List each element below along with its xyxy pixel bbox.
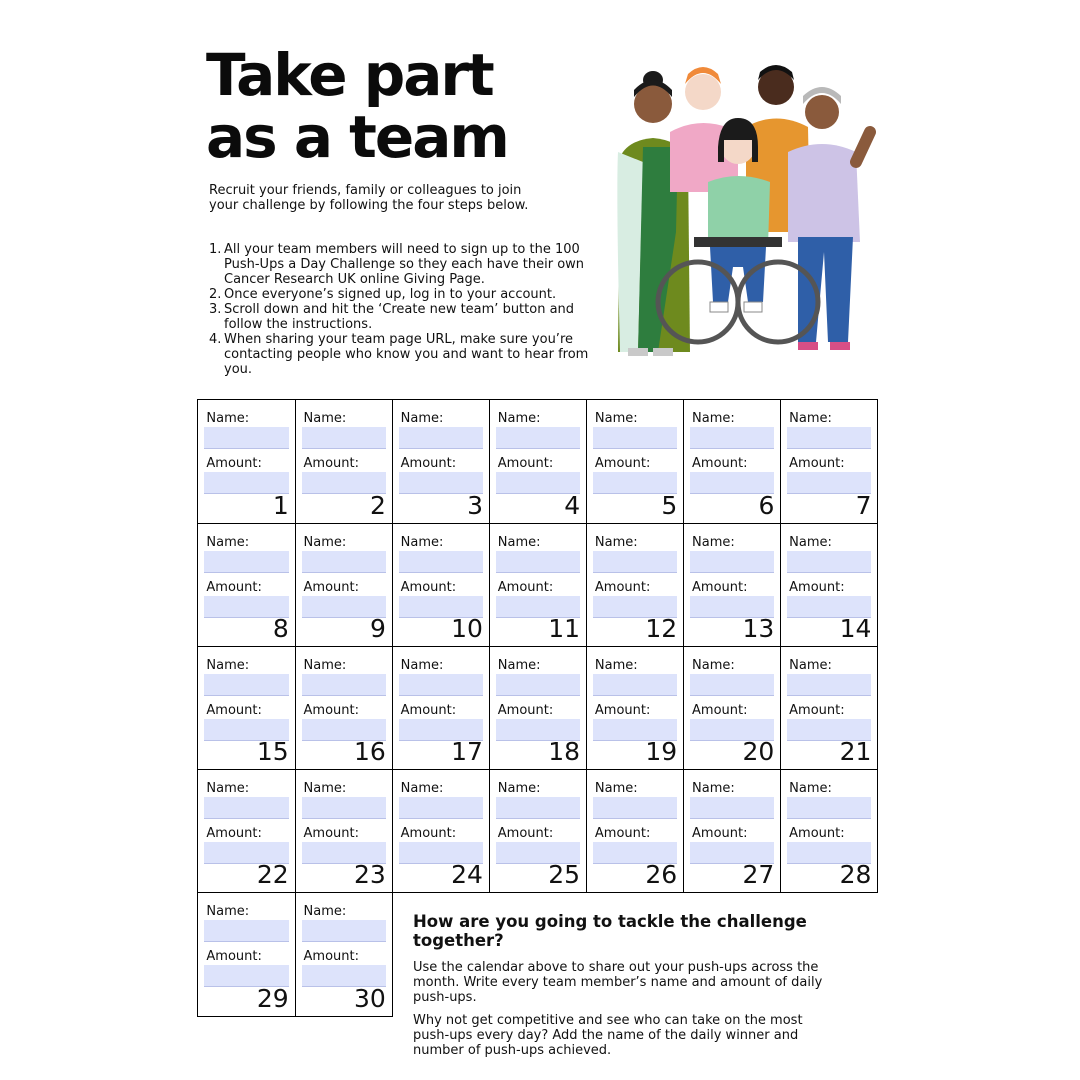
amount-label: Amount:	[594, 825, 651, 841]
calendar-day-cell	[586, 769, 684, 893]
day-number: 10	[451, 613, 483, 643]
calendar-day-cell	[683, 646, 781, 770]
step-number: 3.	[209, 302, 222, 317]
name-label: Name:	[594, 534, 638, 550]
name-label: Name:	[594, 657, 638, 673]
calendar-day-cell	[780, 523, 878, 647]
name-label: Name:	[594, 780, 638, 796]
step-text: When sharing your team page URL, make sure you’re contacting people who know you and want to hear from you.	[224, 332, 589, 377]
amount-label: Amount:	[789, 825, 845, 841]
day-number: 25	[548, 860, 581, 890]
name-label: Name:	[497, 657, 541, 673]
calendar-day-cell	[392, 399, 490, 523]
calendar-day-cell	[392, 523, 490, 647]
name-field[interactable]	[302, 797, 386, 819]
step-text: Once everyone’s signed up, log in to your account.	[224, 287, 557, 302]
calendar-day-cell	[780, 646, 878, 770]
amount-label: Amount:	[400, 702, 457, 718]
name-label: Name:	[692, 780, 735, 796]
together-heading: How are you going to tackle the challenge together?	[413, 912, 807, 950]
calendar-day-cell	[295, 523, 393, 647]
amount-label: Amount:	[206, 825, 262, 841]
steps-list	[209, 242, 589, 377]
calendar-day-cell	[586, 523, 684, 647]
calendar-day-cell	[489, 399, 587, 523]
name-label: Name:	[303, 780, 347, 796]
name-field[interactable]	[399, 797, 483, 819]
day-number: 24	[451, 860, 483, 890]
step-number: 2.	[209, 287, 222, 302]
amount-label: Amount:	[303, 579, 359, 595]
name-field[interactable]	[204, 551, 288, 573]
name-field[interactable]	[593, 551, 677, 573]
together-section	[413, 912, 888, 1066]
day-number: 14	[839, 613, 872, 643]
day-number: 15	[256, 737, 289, 767]
name-field[interactable]	[496, 797, 580, 819]
intro-text: Recruit your friends, family or colleagues to join your challenge by following the four steps below.	[209, 183, 529, 213]
name-label: Name:	[206, 904, 250, 920]
day-number: 21	[839, 737, 872, 767]
name-label: Name:	[594, 411, 638, 427]
name-field[interactable]	[787, 797, 871, 819]
name-label: Name:	[497, 534, 541, 550]
name-field[interactable]	[593, 797, 677, 819]
name-field[interactable]	[593, 427, 677, 449]
calendar-day-cell	[780, 399, 878, 523]
name-label: Name:	[692, 534, 735, 550]
day-number: 9	[369, 613, 386, 643]
calendar-day-cell	[295, 892, 393, 1016]
together-paragraph-1: Use the calendar above to share out your push-ups across the month. Write every team member’s name and amount of daily push-ups.	[413, 960, 823, 1005]
name-field[interactable]	[204, 674, 288, 696]
day-number: 20	[742, 737, 775, 767]
day-number: 2	[369, 490, 386, 520]
day-number: 22	[256, 860, 289, 890]
person-sari-figure	[617, 71, 690, 356]
name-field[interactable]	[204, 920, 288, 942]
amount-label: Amount:	[206, 702, 262, 718]
amount-label: Amount:	[594, 579, 651, 595]
calendar-day-cell	[489, 646, 587, 770]
amount-label: Amount:	[692, 456, 748, 472]
step-text: Scroll down and hit the ‘Create new team’ button and follow the instructions.	[224, 302, 575, 332]
step-item	[209, 242, 589, 287]
amount-label: Amount:	[692, 579, 748, 595]
day-number: 6	[758, 490, 775, 520]
step-number: 4.	[209, 332, 222, 347]
calendar-day-cell	[586, 399, 684, 523]
name-field[interactable]	[302, 427, 386, 449]
calendar-day-cell	[295, 399, 393, 523]
amount-label: Amount:	[692, 702, 748, 718]
amount-label: Amount:	[497, 825, 554, 841]
amount-label: Amount:	[400, 579, 457, 595]
step-item	[209, 302, 589, 332]
name-label: Name:	[400, 411, 444, 427]
calendar-day-cell	[197, 646, 295, 770]
name-field[interactable]	[204, 797, 288, 819]
day-number: 16	[354, 737, 386, 767]
amount-label: Amount:	[789, 702, 845, 718]
name-label: Name:	[303, 534, 347, 550]
amount-label: Amount:	[594, 702, 651, 718]
day-number: 30	[354, 983, 386, 1013]
amount-label: Amount:	[400, 825, 457, 841]
name-field[interactable]	[787, 551, 871, 573]
name-field[interactable]	[496, 551, 580, 573]
name-field[interactable]	[690, 797, 774, 819]
amount-label: Amount:	[789, 456, 845, 472]
together-paragraph-2: Why not get competitive and see who can take on the most push-ups every day? Add the name of the daily winner and number of push-ups achieved.	[413, 1013, 803, 1058]
amount-label: Amount:	[497, 702, 554, 718]
name-label: Name:	[789, 657, 832, 673]
name-field[interactable]	[496, 674, 580, 696]
name-field[interactable]	[690, 551, 774, 573]
amount-label: Amount:	[206, 579, 262, 595]
amount-label: Amount:	[303, 456, 359, 472]
name-label: Name:	[400, 657, 444, 673]
name-field[interactable]	[690, 674, 774, 696]
name-field[interactable]	[399, 427, 483, 449]
calendar-day-cell	[683, 399, 781, 523]
calendar-day-cell	[780, 769, 878, 893]
name-field[interactable]	[302, 674, 386, 696]
day-number: 5	[661, 490, 678, 520]
name-label: Name:	[497, 780, 541, 796]
calendar-day-cell	[683, 523, 781, 647]
name-label: Name:	[497, 411, 541, 427]
amount-label: Amount:	[303, 825, 359, 841]
calendar-day-cell	[197, 892, 295, 1016]
name-field[interactable]	[302, 551, 386, 573]
day-number: 19	[645, 737, 678, 767]
name-field[interactable]	[787, 674, 871, 696]
title-line-2: as a team	[206, 103, 508, 171]
name-label: Name:	[206, 534, 250, 550]
amount-label: Amount:	[400, 456, 457, 472]
step-item	[209, 287, 589, 302]
day-number: 23	[354, 860, 386, 890]
name-field[interactable]	[690, 427, 774, 449]
name-field[interactable]	[399, 551, 483, 573]
day-number: 3	[467, 490, 483, 520]
name-field[interactable]	[302, 920, 386, 942]
name-label: Name:	[789, 780, 832, 796]
calendar-day-cell	[489, 523, 587, 647]
name-field[interactable]	[399, 674, 483, 696]
name-label: Name:	[789, 411, 832, 427]
team-illustration	[598, 52, 898, 367]
day-number: 28	[839, 860, 872, 890]
title-line-1: Take part	[206, 41, 493, 109]
calendar-day-cell	[197, 399, 295, 523]
calendar-day-cell	[197, 769, 295, 893]
amount-label: Amount:	[497, 456, 554, 472]
day-number: 27	[742, 860, 775, 890]
calendar-day-cell	[392, 769, 490, 893]
name-label: Name:	[692, 411, 735, 427]
amount-label: Amount:	[789, 579, 845, 595]
name-label: Name:	[206, 657, 250, 673]
calendar-day-cell	[489, 769, 587, 893]
page-title	[206, 41, 586, 171]
calendar-day-cell	[392, 646, 490, 770]
day-number: 1	[272, 490, 289, 520]
amount-label: Amount:	[206, 456, 262, 472]
day-number: 26	[645, 860, 678, 890]
amount-label: Amount:	[206, 949, 262, 965]
step-number: 1.	[209, 242, 222, 257]
name-label: Name:	[789, 534, 832, 550]
day-number: 12	[645, 613, 678, 643]
amount-label: Amount:	[594, 456, 651, 472]
step-text: All your team members will need to sign up to the 100 Push-Ups a Day Challenge so they each have their own Cancer Research UK online Giving Page.	[224, 242, 585, 287]
name-field[interactable]	[787, 427, 871, 449]
name-label: Name:	[303, 657, 347, 673]
name-label: Name:	[692, 657, 735, 673]
step-item	[209, 332, 589, 377]
calendar-day-cell	[586, 646, 684, 770]
name-field[interactable]	[204, 427, 288, 449]
day-number: 7	[855, 490, 872, 520]
day-number: 18	[548, 737, 581, 767]
calendar-day-cell	[295, 769, 393, 893]
name-label: Name:	[400, 780, 444, 796]
name-field[interactable]	[496, 427, 580, 449]
amount-label: Amount:	[303, 702, 359, 718]
day-number: 29	[256, 983, 289, 1013]
day-number: 17	[451, 737, 483, 767]
name-field[interactable]	[593, 674, 677, 696]
day-number: 11	[548, 613, 581, 643]
day-number: 8	[272, 613, 289, 643]
calendar-day-cell	[683, 769, 781, 893]
amount-label: Amount:	[303, 949, 359, 965]
amount-label: Amount:	[692, 825, 748, 841]
name-label: Name:	[400, 534, 444, 550]
name-label: Name:	[206, 411, 250, 427]
calendar-day-cell	[197, 523, 295, 647]
day-number: 4	[564, 490, 581, 520]
day-number: 13	[742, 613, 775, 643]
name-label: Name:	[303, 411, 347, 427]
amount-label: Amount:	[497, 579, 554, 595]
name-label: Name:	[303, 904, 347, 920]
calendar-day-cell	[295, 646, 393, 770]
name-label: Name:	[206, 780, 250, 796]
